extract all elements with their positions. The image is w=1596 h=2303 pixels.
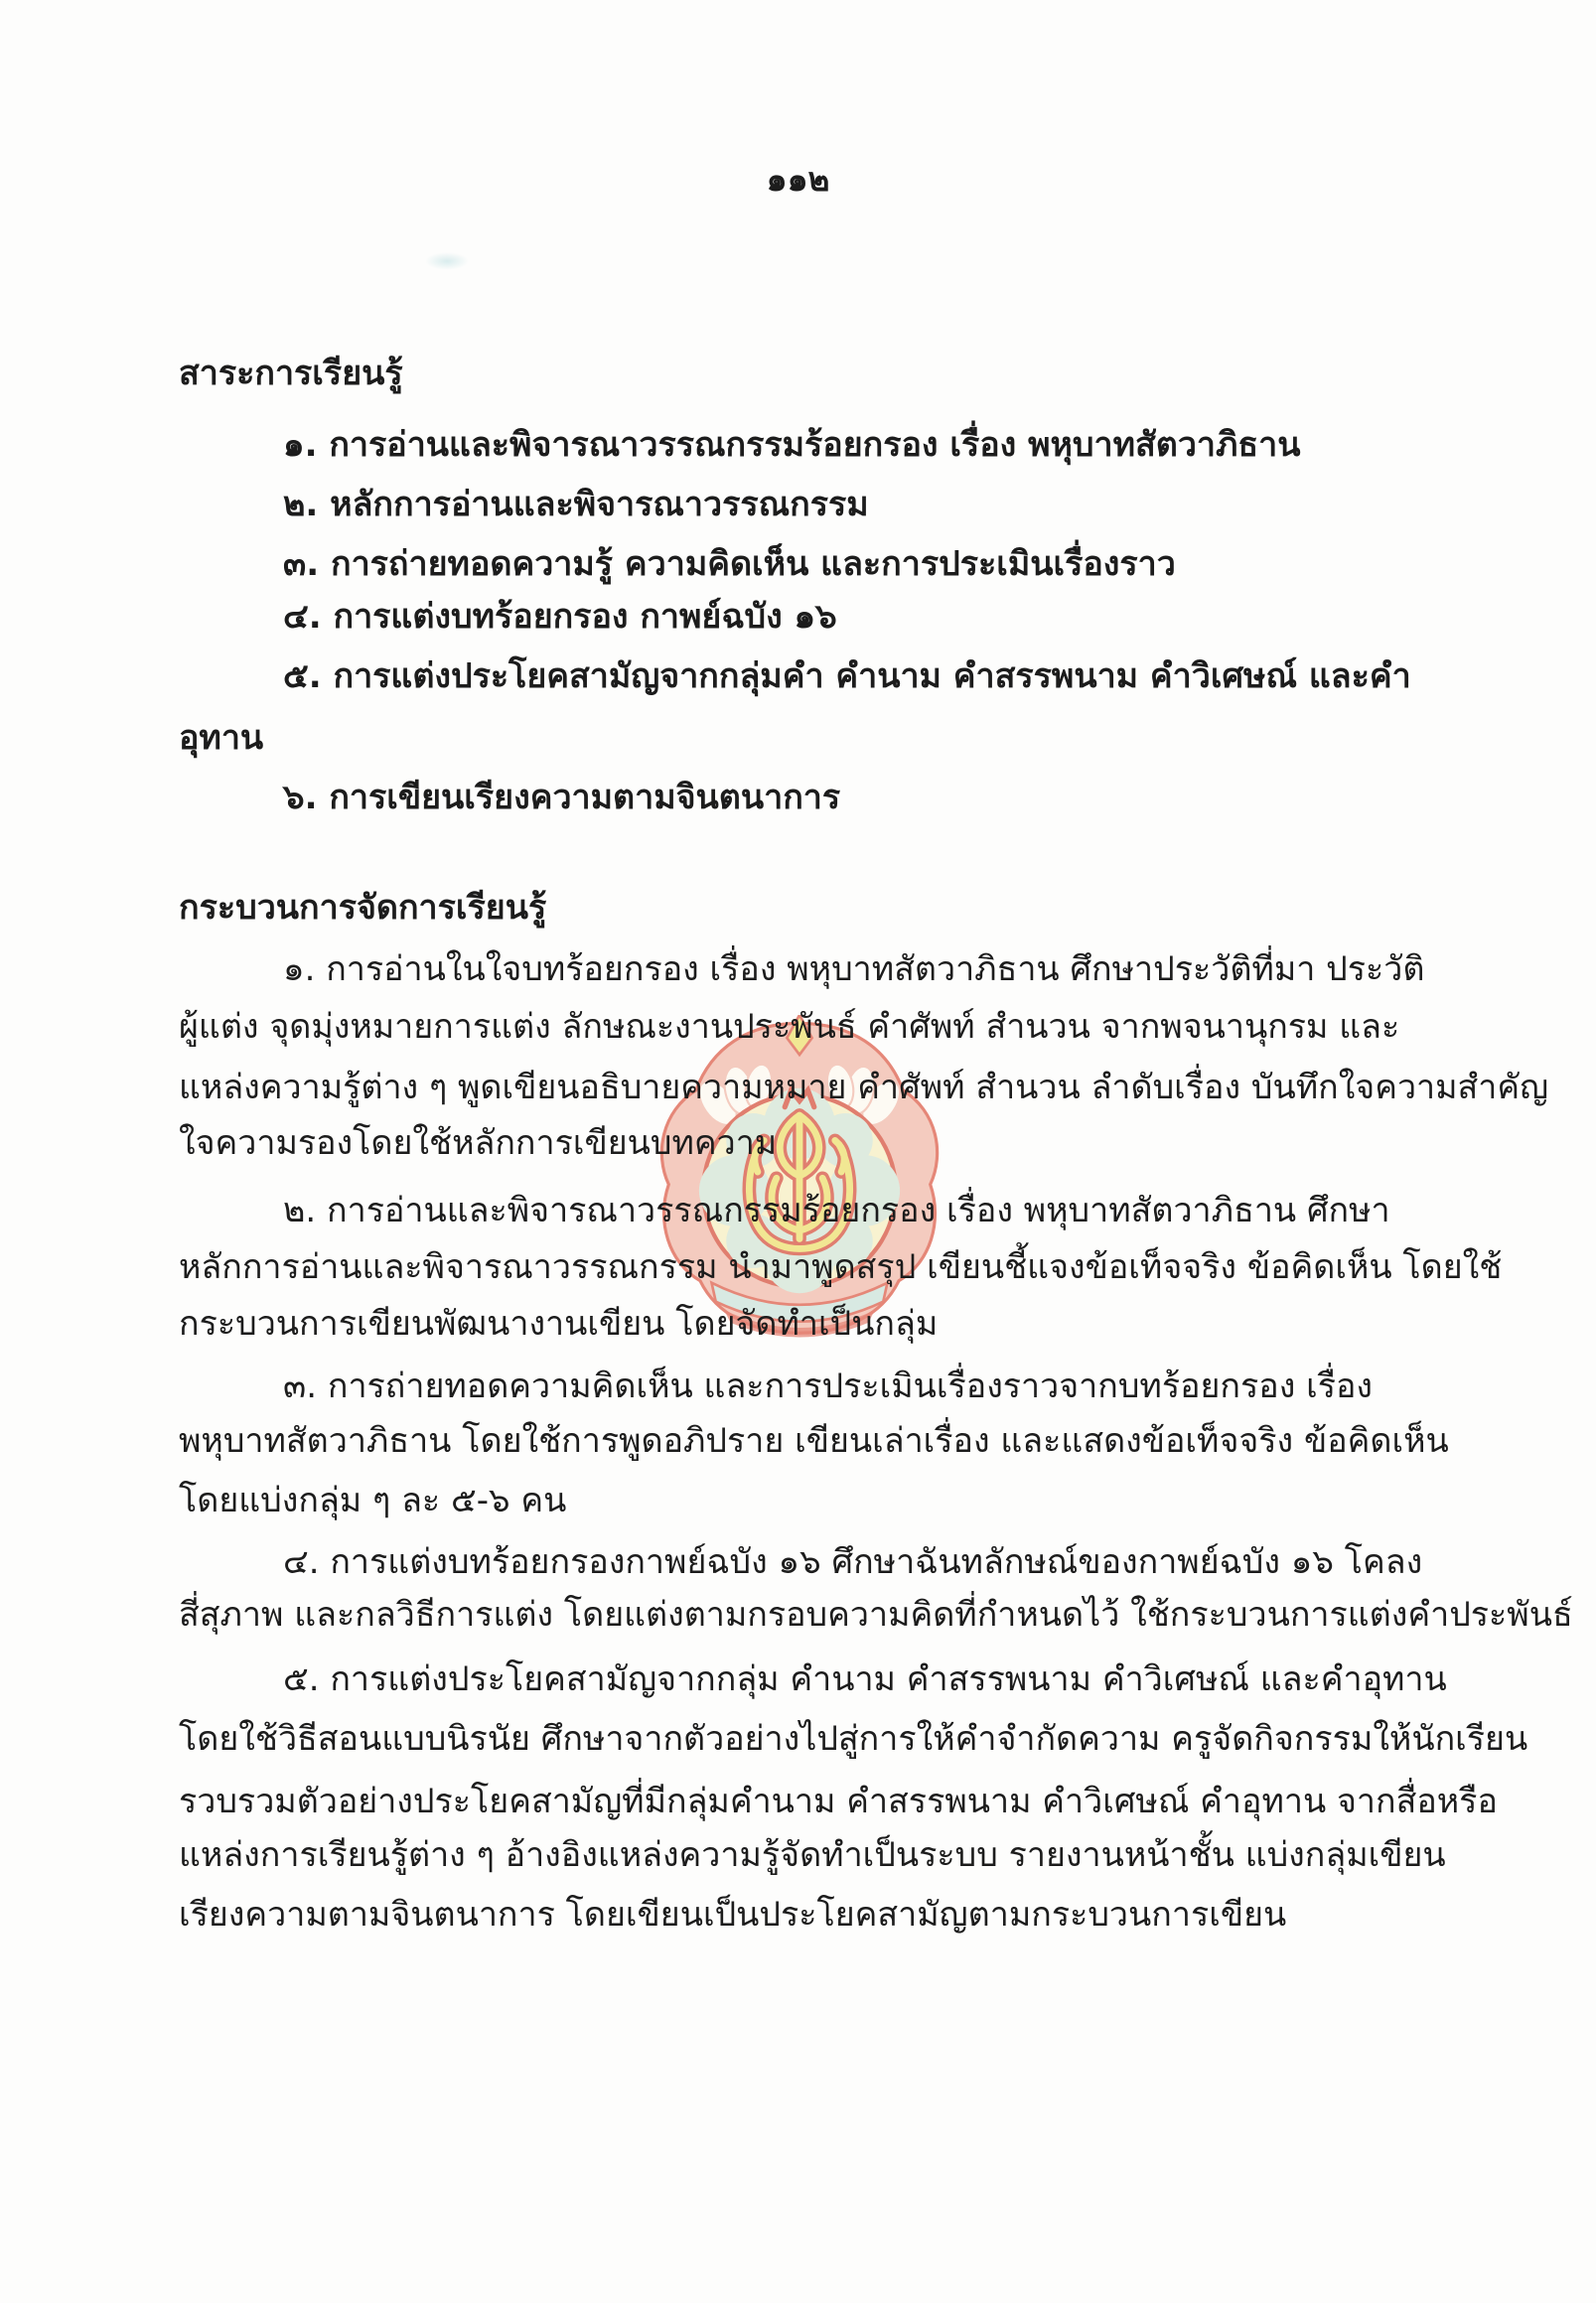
paragraph-line: ผู้แต่ง จุดมุ่งหมายการแต่ง ลักษณะงานประพันธ์ คำศัพท์ สำนวน จากพจนานุกรม และ xyxy=(179,1007,1400,1047)
learning-content-heading: สาระการเรียนรู้ xyxy=(179,354,403,393)
paragraph-line: โดยใช้วิธีสอนแบบนิรนัย ศึกษาจากตัวอย่างไปสู่การให้คำจำกัดความ ครูจัดกิจกรรมให้นักเรียน xyxy=(179,1719,1528,1759)
paragraph-line: กระบวนการเขียนพัฒนางานเขียน โดยจัดทำเป็นกลุ่ม xyxy=(179,1304,939,1344)
paragraph-line: ๒. การอ่านและพิจารณาวรรณกรรมร้อยกรอง เรื่อง พหุบาทสัตวาภิธาน ศึกษา xyxy=(283,1191,1390,1230)
paragraph-line: ใจความรองโดยใช้หลักการเขียนบทความ xyxy=(179,1123,778,1163)
paragraph-line: ๓. การถ่ายทอดความคิดเห็น และการประเมินเรื่องราวจากบทร้อยกรอง เรื่อง xyxy=(283,1367,1374,1406)
paragraph-line: สี่สุภาพ และกลวิธีการแต่ง โดยแต่งตามกรอบความคิดที่กำหนดไว้ ใช้กระบวนการแต่งคำประพันธ์ xyxy=(179,1595,1573,1635)
paragraph-line: ๑. การอ่านในใจบทร้อยกรอง เรื่อง พหุบาทสัตวาภิธาน ศึกษาประวัติที่มา ประวัติ xyxy=(283,949,1425,989)
scan-smudge xyxy=(425,252,469,270)
paragraph-line: หลักการอ่านและพิจารณาวรรณกรรม นำมาพูดสรุป เขียนชี้แจงข้อเท็จจริง ข้อคิดเห็น โดยใช้ xyxy=(179,1247,1503,1287)
learning-content-item: ๑. การอ่านและพิจารณาวรรณกรรมร้อยกรอง เรื่อง พหุบาทสัตวาภิธาน xyxy=(283,425,1301,465)
learning-content-item: ๔. การแต่งบทร้อยกรอง กาพย์ฉบัง ๑๖ xyxy=(283,597,837,637)
paragraph-line: รวบรวมตัวอย่างประโยคสามัญที่มีกลุ่มคำนาม คำสรรพนาม คำวิเศษณ์ คำอุทาน จากสื่อหรือ xyxy=(179,1782,1498,1821)
page-number: ๑๑๒ xyxy=(766,160,830,199)
paragraph-line: พหุบาทสัตวาภิธาน โดยใช้การพูดอภิปราย เขียนเล่าเรื่อง และแสดงข้อเท็จจริง ข้อคิดเห็น xyxy=(179,1421,1449,1461)
paragraph-line: แหล่งความรู้ต่าง ๆ พูดเขียนอธิบายความหมาย คำศัพท์ สำนวน ลำดับเรื่อง บันทึกใจความสำคัญ xyxy=(179,1068,1549,1107)
ministry-of-education-seal-watermark xyxy=(651,1015,948,1348)
paragraph-line: โดยแบ่งกลุ่ม ๆ ละ ๕-๖ คน xyxy=(179,1481,567,1520)
learning-content-item: ๒. หลักการอ่านและพิจารณาวรรณกรรม xyxy=(283,485,869,524)
learning-content-item-continuation: อุทาน xyxy=(179,718,264,758)
learning-process-heading: กระบวนการจัดการเรียนรู้ xyxy=(179,888,547,928)
learning-content-item: ๖. การเขียนเรียงความตามจินตนาการ xyxy=(283,778,841,817)
learning-content-item: ๕. การแต่งประโยคสามัญจากกลุ่มคำ คำนาม คำสรรพนาม คำวิเศษณ์ และคำ xyxy=(283,656,1411,696)
paragraph-line: ๔. การแต่งบทร้อยกรองกาพย์ฉบัง ๑๖ ศึกษาฉันทลักษณ์ของกาพย์ฉบัง ๑๖ โคลง xyxy=(283,1542,1423,1582)
paragraph-line: แหล่งการเรียนรู้ต่าง ๆ อ้างอิงแหล่งความรู้จัดทำเป็นระบบ รายงานหน้าชั้น แบ่งกลุ่มเขียน xyxy=(179,1835,1446,1875)
paragraph-line: ๕. การแต่งประโยคสามัญจากกลุ่ม คำนาม คำสรรพนาม คำวิเศษณ์ และคำอุทาน xyxy=(283,1659,1447,1699)
learning-content-item: ๓. การถ่ายทอดความรู้ ความคิดเห็น และการประเมินเรื่องราว xyxy=(283,544,1176,584)
seal-icon xyxy=(651,1015,948,1348)
paragraph-line: เรียงความตามจินตนาการ โดยเขียนเป็นประโยคสามัญตามกระบวนการเขียน xyxy=(179,1895,1287,1935)
